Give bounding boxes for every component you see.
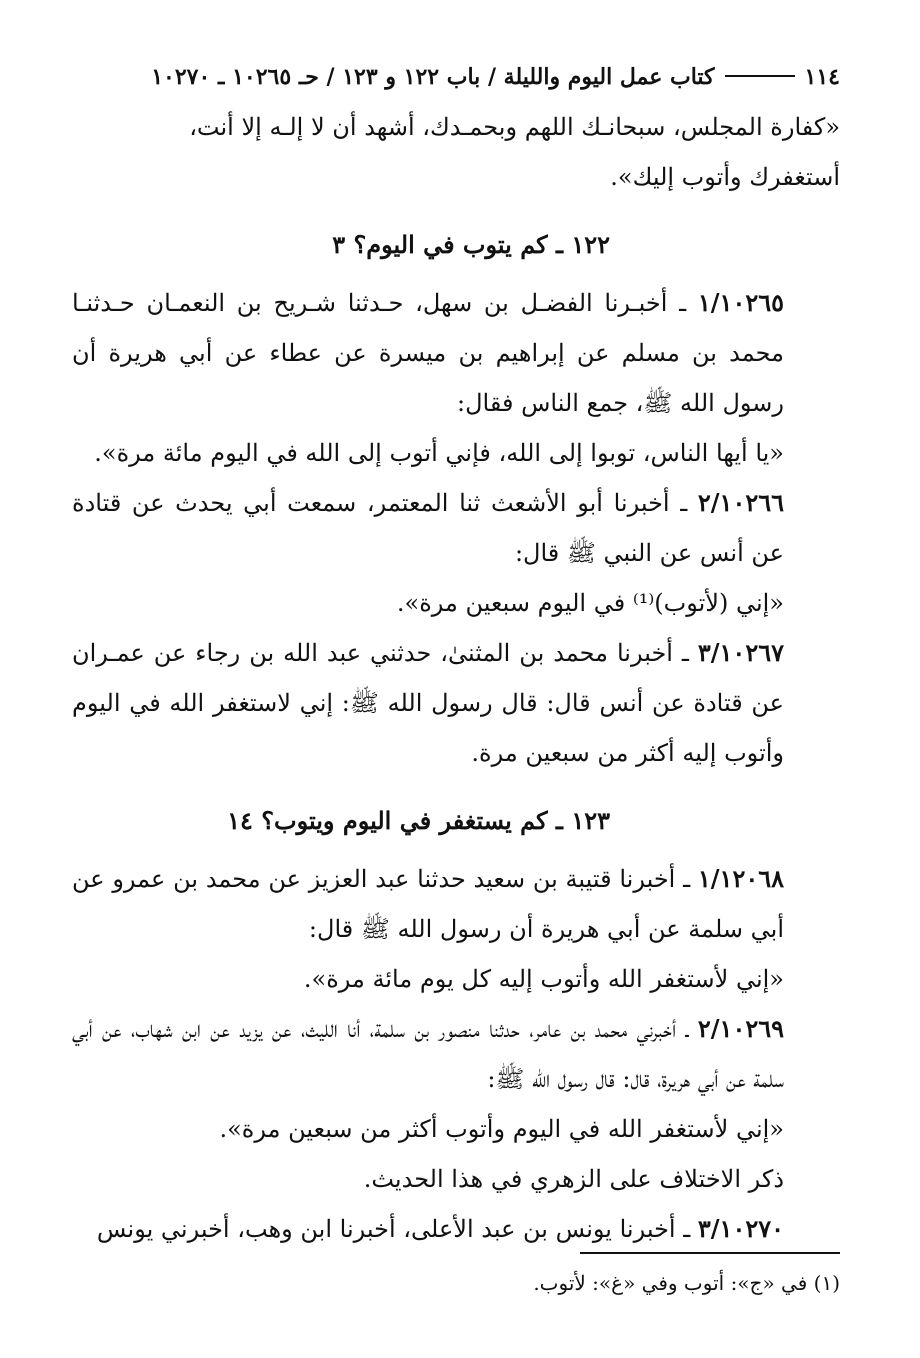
- hadith-10266-quote: «إني (لأتوب)⁽¹⁾ في اليوم سبعين مرة».: [396, 589, 784, 617]
- hadith-10270: [72, 1204, 840, 1254]
- chapter-123-heading: ١٢٣ ـ كم يستغفر في اليوم ويتوب؟ ١٤: [227, 806, 610, 835]
- header-rule: [725, 75, 795, 77]
- main-text: [72, 102, 840, 1254]
- zuhri-note: ذكر الاختلاف على الزهري في هذا الحديث.: [363, 1165, 784, 1193]
- running-header: [72, 64, 840, 102]
- hadith-text: ـ أخبرنا محمد بن المثنىٰ، حدثني عبد الله بن رجاء عن عمـران عن قتادة عن أنس قال: قال رسول الله ﷺ: إني لاستغفر الله في اليوم وأتوب إليه أكثر من سبعين مرة.: [72, 639, 784, 767]
- hadith-number: ٣/١٠٢٧٠: [697, 1214, 784, 1243]
- footnote-rule: [580, 1252, 840, 1254]
- intro-line-1: «كفارة المجلس، سبحانـك اللهم وبحمـدك، أشهد أن لا إلـه إلا أنت،: [189, 113, 840, 141]
- hadith-12068: [72, 854, 840, 954]
- hadith-number: ١/١٠٢٦٥: [697, 288, 784, 317]
- hadith-number: ٢/١٠٢٦٦: [697, 488, 784, 517]
- footnotes: [72, 1252, 840, 1298]
- hadith-10269-quote: «إني لأستغفر الله في اليوم وأتوب أكثر من سبعين مرة».: [219, 1115, 784, 1143]
- hadith-text: ـ أخبرنا قتيبة بن سعيد حدثنا عبد العزيز عن محمد بن عمرو عن أبي سلمة عن أبي هريرة أن رسول الله ﷺ قال:: [72, 865, 784, 943]
- hadith-number: ٢/١٠٢٦٩: [697, 1014, 784, 1043]
- hadith-text: ـ أخبرنا يونس بن عبد الأعلى، أخبرنا ابن وهب، أخبرني يونس: [96, 1215, 691, 1243]
- intro-line-2: أستغفرك وأتوب إليك».: [610, 163, 840, 191]
- hadith-text: ـ أخبرنا أبو الأشعث ثنا المعتمر، سمعت أبي يحدث عن قتادة عن أنس عن النبي ﷺ قال:: [72, 489, 784, 567]
- hadith-10265: [72, 278, 840, 428]
- hadith-10265-quote: «يا أيها الناس، توبوا إلى الله، فإني أتوب إلى الله في اليوم مائة مرة».: [94, 439, 784, 467]
- header-title: كتاب عمل اليوم والليلة / باب ١٢٢ و ١٢٣ / حـ ١٠٢٦٥ ـ ١٠٢٧٠: [151, 64, 715, 90]
- hadith-10267: [72, 628, 840, 778]
- hadith-10266: [72, 478, 840, 578]
- hadith-number: ١/١٢٠٦٨: [697, 864, 784, 893]
- hadith-12068-quote: «إني لأستغفر الله وأتوب إليه كل يوم مائة مرة».: [303, 965, 784, 993]
- hadith-text: ـ أخبـرنا الفضـل بن سهل، حـدثنا شـريح بن النعمـان حـدثنـا محمد بن مسلم عن إبراهيم بن ميسرة عن عطاء عن أبي هريرة أن رسول الله ﷺ، جمع الناس فقال:: [72, 289, 784, 417]
- page-number: ١١٤: [804, 64, 840, 90]
- hadith-10269: [72, 1004, 840, 1104]
- hadith-number: ٣/١٠٢٦٧: [697, 638, 784, 667]
- chapter-122-heading: ١٢٢ ـ كم يتوب في اليوم؟ ٣: [332, 230, 610, 259]
- footnote-1: (١) في «ج»: أتوب وفي «غ»: لأتوب.: [533, 1271, 840, 1295]
- hadith-text: ـ أخبرني محمد بن عامر، حدثنا منصور بن سلمة، أنا الليث، عن يزيد عن ابن شهاب، عن أبي سلمة عن أبي هريرة، قال: قال رسول الله ﷺ:: [72, 1015, 784, 1093]
- book-page: [72, 64, 840, 1254]
